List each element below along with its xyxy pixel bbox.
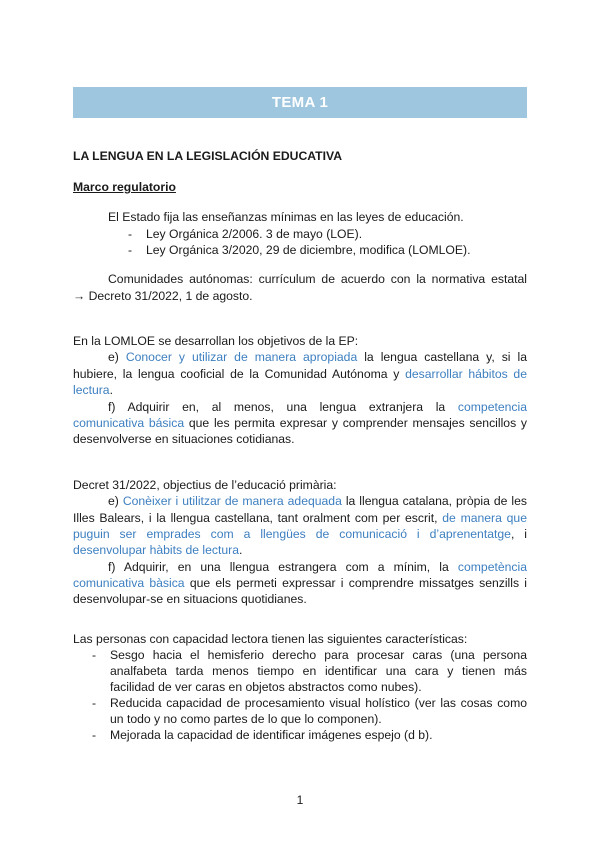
title: TEMA 1 [271,94,329,111]
communities-line2: → Decreto 31/2022, 1 de agosto. [73,289,253,303]
reader-item-line: analfabeta tarda menos tiempo en identificar una cara y tienen más [110,664,527,678]
text: Illes Balears, i la llengua castellana, tant oralment com per escrit, [73,511,443,525]
reader-item-line: Sesgo hacia el hemisferio derecho para procesar caras (una persona [110,648,527,662]
decret-e-link4: desenvolupar hàbits de lectura [73,543,239,557]
reader-dash: - [92,696,97,710]
text: la llengua catalana, pròpia de les [341,494,527,508]
reader-item-line: facilidad de ver caras en objetos abstractos como nubes). [110,680,422,694]
lomloe-f-link2: comunicativa básica [73,416,185,430]
item-prefix: e) [108,494,123,508]
decret-e-link2: de manera que [442,511,527,525]
law-item: Ley Orgánica 2/2006. 3 de mayo (LOE). [146,227,363,241]
text: . [109,383,113,397]
reader-item-line: Reducida capacidad de procesamiento visual holístico (ver las cosas como [110,696,527,710]
page-number: 1 [296,793,304,807]
text: f) Adquirir en, al menos, una lengua extranjera la [108,400,458,414]
title-banner [73,87,527,118]
lomloe-e-line3 [73,381,113,400]
readers-intro: Las personas con capacidad lectora tienen las siguientes características: [73,632,468,646]
lomloe-e-link2: desarrollar hábitos de [405,367,527,381]
subheading: Marco regulatorio [73,180,176,194]
text: hubiere, la lengua cooficial de la Comunidad Autónoma y [73,367,406,381]
decret-f-link2: comunicativa bàsica [73,576,185,590]
item-prefix: e) [108,350,126,364]
decret-f-line3: desenvolupar-se en situacions quotidianes. [73,592,307,606]
law-dash: - [128,227,133,241]
law-item: Ley Orgánica 3/2020, 29 de diciembre, modifica (LOMLOE). [146,243,471,257]
reader-dash: - [92,648,97,662]
decret-e-link3: puguin ser emprades com a llengües de comunicació i d’aprenentatge [73,527,511,541]
text: f) Adquirir, en una llengua estrangera com a mínim, la [108,560,458,574]
lomloe-f-link1: competencia [457,400,527,414]
text: , i [510,527,527,541]
text: . [239,543,243,557]
reader-dash: - [92,728,97,742]
text: que les permita expresar y comprender mensajes sencillos y [184,416,528,430]
lomloe-e-link1: Conocer y utilizar de manera apropiada [125,350,358,364]
lomloe-intro: En la LOMLOE se desarrollan los objetivos de la EP: [73,334,359,348]
decret-e-link1: Conèixer i utilitzar de manera adequada [122,494,342,508]
decret-intro: Decret 31/2022, objectius de l’educació primària: [73,478,337,492]
text: que els permeti expressar i comprendre missatges senzills i [184,576,527,590]
lomloe-e-line2 [73,365,527,384]
decret-f-link1: competència [457,560,527,574]
state-intro: El Estado fija las enseñanzas mínimas en las leyes de educación. [108,210,464,224]
lomloe-e-link2b: lectura [73,383,110,397]
text: la lengua castellana y, si la [357,350,527,364]
reader-item-line: Mejorada la capacidad de identificar imágenes espejo (d b). [110,728,433,742]
section-heading: LA LENGUA EN LA LEGISLACIÓN EDUCATIVA [73,149,343,163]
lomloe-f-line3: desenvolverse en situaciones cotidianas. [73,432,295,446]
reader-item-line: un todo y no como partes de lo que lo componen). [110,712,382,726]
law-dash: - [128,243,133,257]
communities-line1: Comunidades autónomas: currículum de acuerdo con la normativa estatal [108,272,527,286]
